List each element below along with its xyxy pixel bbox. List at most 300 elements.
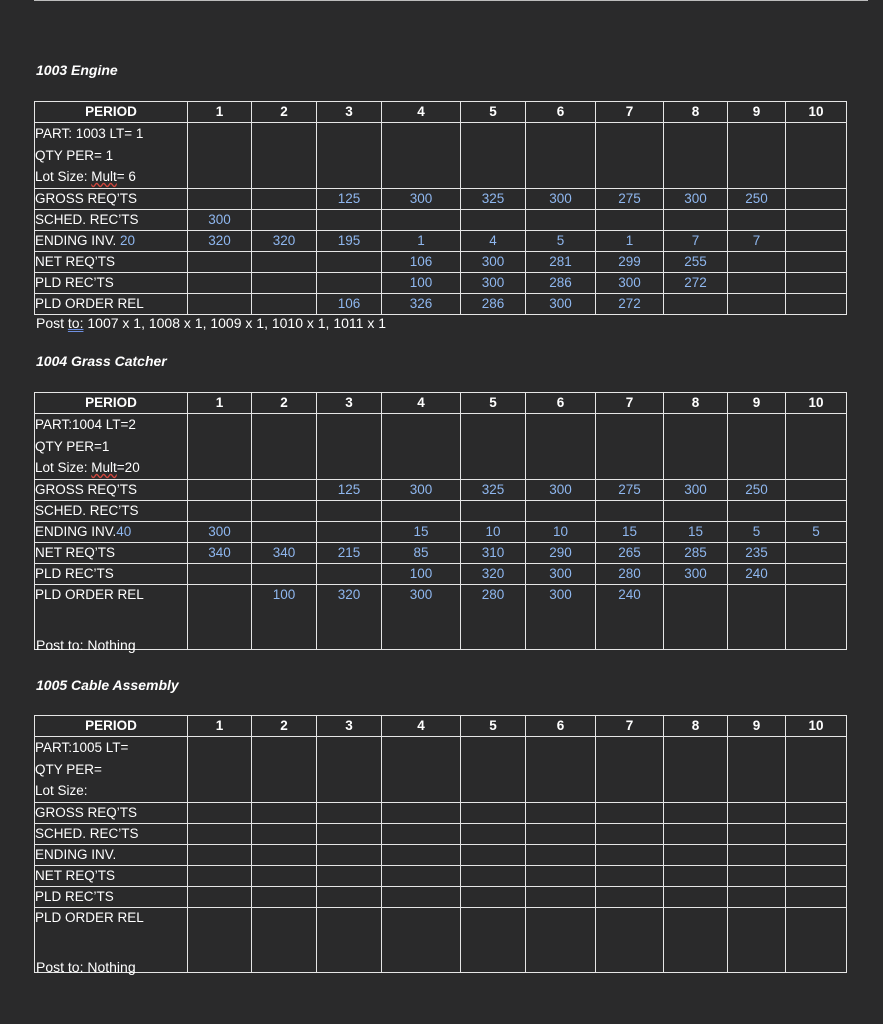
row-value (461, 907, 526, 972)
row-value: 320 (317, 584, 382, 649)
row-value (252, 907, 317, 972)
row-value (317, 823, 382, 844)
mrp-row (35, 563, 847, 584)
row-value: 100 (252, 584, 317, 649)
row-value: 300 (526, 188, 596, 209)
period-number: 5 (461, 393, 526, 414)
row-value (664, 865, 728, 886)
empty-cell (664, 414, 728, 480)
row-label-text: SCHED. REC’TS (35, 211, 139, 227)
row-value: 7 (728, 230, 786, 251)
period-number: 5 (461, 716, 526, 737)
row-label-text: GROSS REQ’TS (35, 804, 138, 820)
row-label-text: PLD REC’TS (35, 565, 114, 581)
empty-cell (596, 737, 664, 803)
qty-per: QTY PER= (35, 761, 102, 777)
row-value (317, 844, 382, 865)
row-value (252, 479, 317, 500)
row-value: 285 (664, 542, 728, 563)
row-label-text: SCHED. REC’TS (35, 825, 139, 841)
row-value (461, 886, 526, 907)
row-value (664, 823, 728, 844)
row-value (382, 802, 461, 823)
row-value: 300 (526, 584, 596, 649)
row-value (526, 865, 596, 886)
row-value: 240 (728, 563, 786, 584)
row-label-text: PLD ORDER REL (35, 586, 144, 602)
row-value (252, 209, 317, 230)
period-number: 9 (728, 393, 786, 414)
row-value (664, 584, 728, 649)
row-value: 5 (786, 521, 847, 542)
row-value: 215 (317, 542, 382, 563)
row-value (317, 272, 382, 293)
period-number: 7 (596, 716, 664, 737)
period-number: 2 (252, 393, 317, 414)
row-label (35, 542, 188, 563)
row-value (664, 844, 728, 865)
period-number: 1 (188, 102, 252, 123)
row-value: 300 (526, 293, 596, 314)
part-number: PART: 1003 LT= 1 (35, 126, 144, 141)
row-value (461, 865, 526, 886)
mrp-row (35, 188, 847, 209)
lot-size-value: =20 (116, 460, 140, 475)
period-header-row (35, 716, 847, 737)
row-value (188, 844, 252, 865)
row-value: 320 (461, 563, 526, 584)
row-value (786, 584, 847, 649)
row-value (526, 907, 596, 972)
row-label-text: PLD REC’TS (35, 888, 114, 904)
row-value (664, 907, 728, 972)
row-value (728, 500, 786, 521)
top-divider (34, 0, 868, 1)
empty-cell (728, 123, 786, 189)
post-prefix: Post to: Nothing (36, 959, 136, 975)
period-number: 4 (382, 102, 461, 123)
row-value: 300 (382, 188, 461, 209)
empty-cell (526, 414, 596, 480)
lot-size-rule: Mult (91, 169, 117, 184)
row-value (728, 907, 786, 972)
row-value: 320 (252, 230, 317, 251)
row-value: 286 (526, 272, 596, 293)
row-value: 299 (596, 251, 664, 272)
row-value: 195 (317, 230, 382, 251)
row-label-text: NET REQ’TS (35, 544, 116, 560)
empty-cell (664, 737, 728, 803)
mrp-row (35, 209, 847, 230)
row-value (252, 844, 317, 865)
empty-cell (786, 737, 847, 803)
row-value: 100 (382, 272, 461, 293)
row-label (35, 563, 188, 584)
empty-cell (317, 737, 382, 803)
row-value: 300 (382, 584, 461, 649)
row-value (317, 865, 382, 886)
row-value (786, 479, 847, 500)
row-value (786, 188, 847, 209)
row-value (786, 500, 847, 521)
row-value (188, 823, 252, 844)
row-label-text: ENDING INV. (35, 232, 121, 248)
row-value: 85 (382, 542, 461, 563)
row-value (728, 209, 786, 230)
row-label (35, 823, 188, 844)
row-value (596, 886, 664, 907)
period-header-label: PERIOD (35, 716, 188, 737)
row-value (317, 802, 382, 823)
row-value: 300 (664, 479, 728, 500)
row-value: 5 (526, 230, 596, 251)
row-value: 325 (461, 188, 526, 209)
row-label (35, 188, 188, 209)
row-value (786, 293, 847, 314)
row-value (786, 802, 847, 823)
row-value: 125 (317, 188, 382, 209)
row-value (252, 293, 317, 314)
post-prefix: Post to: Nothing (36, 637, 136, 653)
mrp-row (35, 230, 847, 251)
period-number: 8 (664, 393, 728, 414)
row-value (786, 542, 847, 563)
row-value (526, 844, 596, 865)
row-value (382, 886, 461, 907)
period-number: 7 (596, 393, 664, 414)
mrp-row (35, 521, 847, 542)
part-number: PART:1005 LT= (35, 740, 129, 755)
row-value (188, 251, 252, 272)
row-value: 1 (382, 230, 461, 251)
mrp-row (35, 500, 847, 521)
row-value (664, 886, 728, 907)
row-label-text: GROSS REQ’TS (35, 481, 138, 497)
mrp-table (34, 101, 847, 315)
mrp-row (35, 251, 847, 272)
row-value (461, 209, 526, 230)
row-label (35, 865, 188, 886)
row-value (526, 886, 596, 907)
row-value (317, 251, 382, 272)
row-value (596, 907, 664, 972)
row-value: 275 (596, 188, 664, 209)
row-value (786, 563, 847, 584)
post-to-word: to: (67, 315, 84, 331)
row-value (596, 500, 664, 521)
row-value: 326 (382, 293, 461, 314)
row-value (252, 563, 317, 584)
qty-per: QTY PER=1 (35, 438, 110, 454)
period-number: 4 (382, 393, 461, 414)
period-number: 4 (382, 716, 461, 737)
row-value (252, 251, 317, 272)
mrp-row (35, 272, 847, 293)
row-label (35, 272, 188, 293)
period-header-label: PERIOD (35, 102, 188, 123)
row-value: 340 (252, 542, 317, 563)
row-value: 240 (596, 584, 664, 649)
section-title: 1004 Grass Catcher (36, 353, 167, 369)
row-value: 250 (728, 479, 786, 500)
period-number: 2 (252, 716, 317, 737)
mrp-table (34, 392, 847, 650)
row-label-text: NET REQ’TS (35, 867, 116, 883)
row-label-text: PLD REC’TS (35, 274, 114, 290)
row-value (382, 865, 461, 886)
empty-cell (786, 414, 847, 480)
row-value (786, 907, 847, 972)
mrp-row (35, 886, 847, 907)
row-value: 325 (461, 479, 526, 500)
row-value (461, 802, 526, 823)
row-value (252, 500, 317, 521)
lot-size-prefix: Lot Size: (35, 169, 92, 184)
row-value (252, 272, 317, 293)
row-value (786, 844, 847, 865)
mrp-row (35, 865, 847, 886)
row-value (526, 802, 596, 823)
empty-cell (728, 414, 786, 480)
row-value: 5 (728, 521, 786, 542)
row-value (382, 500, 461, 521)
row-value (526, 500, 596, 521)
row-label (35, 802, 188, 823)
row-value: 300 (188, 521, 252, 542)
period-number: 7 (596, 102, 664, 123)
row-value (596, 802, 664, 823)
row-value (786, 251, 847, 272)
row-value: 10 (526, 521, 596, 542)
row-value (252, 886, 317, 907)
row-value: 290 (526, 542, 596, 563)
mrp-row (35, 479, 847, 500)
row-value (728, 293, 786, 314)
row-value: 272 (664, 272, 728, 293)
row-value: 125 (317, 479, 382, 500)
empty-cell (664, 123, 728, 189)
row-value (188, 500, 252, 521)
period-number: 8 (664, 716, 728, 737)
row-value (596, 209, 664, 230)
row-value (728, 823, 786, 844)
row-value: 280 (461, 584, 526, 649)
row-value: 10 (461, 521, 526, 542)
row-label-text: PLD ORDER REL (35, 295, 144, 311)
mrp-row (35, 542, 847, 563)
row-value: 7 (664, 230, 728, 251)
row-value: 300 (664, 563, 728, 584)
row-value: 300 (461, 272, 526, 293)
row-value: 310 (461, 542, 526, 563)
empty-cell (188, 414, 252, 480)
row-label-text: ENDING INV. (35, 523, 117, 539)
row-value (188, 865, 252, 886)
empty-cell (252, 123, 317, 189)
row-label (35, 500, 188, 521)
row-value (382, 209, 461, 230)
row-value: 4 (461, 230, 526, 251)
period-number: 10 (786, 716, 847, 737)
row-value (596, 844, 664, 865)
row-value (728, 844, 786, 865)
part-number: PART:1004 LT=2 (35, 417, 136, 432)
part-info-cell (35, 414, 188, 480)
post-to-line (36, 637, 136, 653)
row-label (35, 230, 188, 251)
row-label-text: NET REQ’TS (35, 253, 116, 269)
period-number: 1 (188, 716, 252, 737)
row-value (728, 865, 786, 886)
row-value (596, 865, 664, 886)
period-number: 1 (188, 393, 252, 414)
row-value (317, 886, 382, 907)
row-label (35, 251, 188, 272)
row-value: 255 (664, 251, 728, 272)
row-value (252, 823, 317, 844)
period-number: 9 (728, 102, 786, 123)
row-value: 320 (188, 230, 252, 251)
empty-cell (596, 414, 664, 480)
post-to-line (36, 315, 386, 331)
row-value: 280 (596, 563, 664, 584)
period-header-row (35, 102, 847, 123)
row-value: 300 (664, 188, 728, 209)
row-label (35, 293, 188, 314)
period-number: 2 (252, 102, 317, 123)
empty-cell (188, 737, 252, 803)
empty-cell (526, 123, 596, 189)
row-value (461, 844, 526, 865)
period-number: 8 (664, 102, 728, 123)
post-prefix: Post (36, 315, 68, 331)
row-label (35, 844, 188, 865)
row-value: 286 (461, 293, 526, 314)
empty-cell (317, 123, 382, 189)
empty-cell (252, 737, 317, 803)
row-value (188, 886, 252, 907)
empty-cell (526, 737, 596, 803)
part-info-cell (35, 737, 188, 803)
empty-cell (461, 123, 526, 189)
row-label-text: GROSS REQ’TS (35, 190, 138, 206)
row-value: 300 (461, 251, 526, 272)
period-number: 10 (786, 102, 847, 123)
part-info-cell (35, 123, 188, 189)
lot-size (35, 457, 187, 479)
row-value (664, 293, 728, 314)
row-value (252, 521, 317, 542)
row-value (728, 272, 786, 293)
lot-size-prefix: Lot Size: (35, 783, 88, 798)
row-value (728, 584, 786, 649)
period-number: 6 (526, 393, 596, 414)
row-label-extra: 40 (116, 523, 132, 539)
row-value: 300 (382, 479, 461, 500)
lot-size-value: = 6 (116, 169, 136, 184)
row-value: 15 (596, 521, 664, 542)
empty-cell (188, 123, 252, 189)
row-value (188, 802, 252, 823)
period-header-label: PERIOD (35, 393, 188, 414)
row-value (728, 251, 786, 272)
qty-per: QTY PER= 1 (35, 147, 114, 163)
lot-size-prefix: Lot Size: (35, 460, 92, 475)
row-value (786, 209, 847, 230)
row-value: 15 (664, 521, 728, 542)
empty-cell (461, 737, 526, 803)
row-value (382, 823, 461, 844)
row-value (526, 209, 596, 230)
row-value (728, 802, 786, 823)
row-value: 340 (188, 542, 252, 563)
mrp-row (35, 584, 847, 649)
row-value (461, 823, 526, 844)
lot-size (35, 780, 187, 802)
row-label-text: PLD ORDER REL (35, 909, 144, 925)
row-value (252, 188, 317, 209)
part-info-row (35, 737, 847, 803)
row-value (252, 802, 317, 823)
empty-cell (317, 414, 382, 480)
period-number: 6 (526, 716, 596, 737)
mrp-row (35, 823, 847, 844)
mrp-row (35, 844, 847, 865)
row-value: 300 (188, 209, 252, 230)
row-value (188, 563, 252, 584)
row-value (664, 500, 728, 521)
row-value (786, 823, 847, 844)
row-value: 1 (596, 230, 664, 251)
section-title: 1005 Cable Assembly (36, 677, 179, 693)
period-number: 3 (317, 716, 382, 737)
row-value (317, 500, 382, 521)
row-label-extra: 20 (120, 232, 136, 248)
row-value: 300 (526, 479, 596, 500)
row-label (35, 479, 188, 500)
empty-cell (596, 123, 664, 189)
period-number: 3 (317, 393, 382, 414)
row-value (664, 209, 728, 230)
mrp-row (35, 907, 847, 972)
row-value (664, 802, 728, 823)
row-value (188, 907, 252, 972)
row-value (382, 844, 461, 865)
row-value (786, 886, 847, 907)
row-value (317, 521, 382, 542)
row-value (786, 865, 847, 886)
row-value (596, 823, 664, 844)
mrp-row (35, 293, 847, 314)
row-value: 272 (596, 293, 664, 314)
row-value (188, 479, 252, 500)
row-value (382, 907, 461, 972)
row-label (35, 521, 188, 542)
empty-cell (461, 414, 526, 480)
row-value: 235 (728, 542, 786, 563)
period-header-row (35, 393, 847, 414)
row-value: 275 (596, 479, 664, 500)
lot-size (35, 166, 187, 188)
row-value: 265 (596, 542, 664, 563)
part-info-row (35, 414, 847, 480)
period-number: 10 (786, 393, 847, 414)
row-value: 300 (596, 272, 664, 293)
row-value: 250 (728, 188, 786, 209)
row-label (35, 886, 188, 907)
empty-cell (382, 123, 461, 189)
row-value: 300 (526, 563, 596, 584)
